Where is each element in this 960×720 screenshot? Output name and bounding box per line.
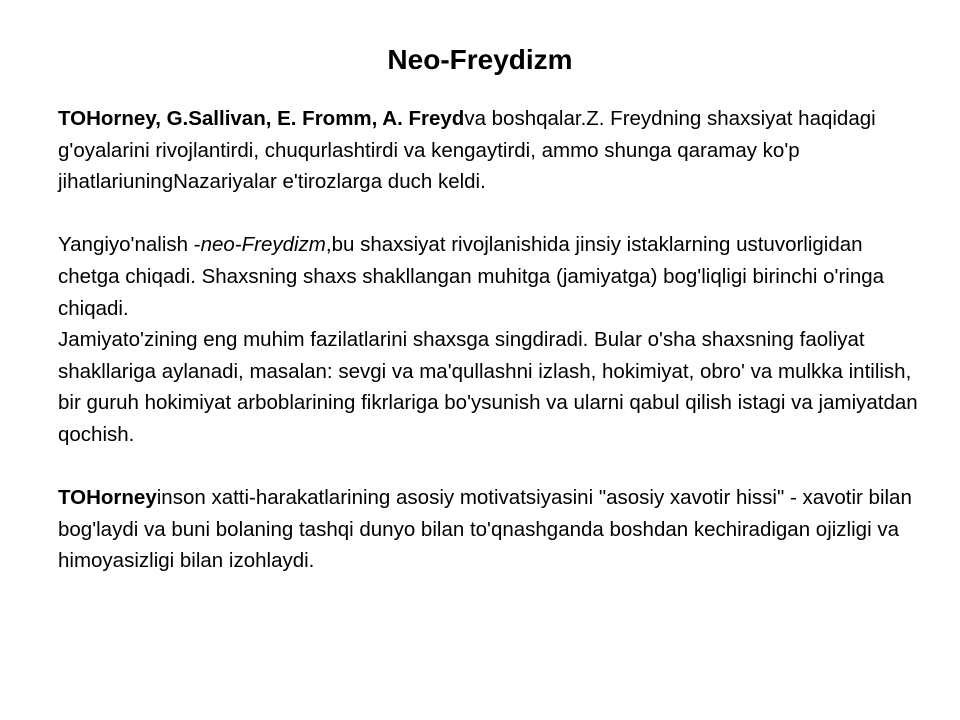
paragraph-spacer — [58, 198, 928, 230]
new-direction-text: ,bu shaxsiyat rivojlanishida jinsiy istaklarning ustuvorligidan chetga chiqadi. Shaxsning shaxs shakllangan muhitga (jamiyatga) bog'liqligi birinchi o'ringa chiqadi. — [58, 233, 885, 320]
new-direction-term: neo-Freydizm — [200, 233, 326, 257]
horney-name: TOHorney — [58, 486, 157, 510]
slide-body — [58, 103, 928, 577]
slide-title: Neo-Freydizm — [387, 44, 573, 75]
horney-text: inson xatti-harakatlarining asosiy motivatsiyasini "asosiy xavotir hissi" - xavotir bilan bog'laydi va buni bolaning tashqi dunyo bilan to'qnashganda boshdan kechiradigan ojizligi va himoyasizligi bilan izohlaydi. — [58, 486, 912, 573]
paragraph-spacer — [58, 451, 928, 483]
paragraph-new-direction — [58, 229, 928, 324]
authors-text: va boshqalar.Z. Freydning shaxsiyat haqidagi g'oyalarini rivojlantirdi, chuqurlashtirdi va kengaytirdi, ammo shunga qaramay ko'p jihatlariuningNazariyalar e'tirozlarga duch keldi. — [58, 107, 876, 194]
paragraph-horney — [58, 482, 928, 577]
paragraph-society: Jamiyato'zining eng muhim fazilatlarini shaxsga singdiradi. Bular o'sha shaxsning faoliyat shakllariga aylanadi, masalan: sevgi va ma'qullashni izlash, hokimiyat, obro' va mulkka intilish, bir guruh hokimiyat arboblarining fikrlariga bo'ysunish va ularni qabul qilish istagi va jamiyatdan qochish. — [58, 328, 918, 446]
authors-names: TOHorney, G.Sallivan, E. Fromm, A. Freyd — [58, 107, 465, 130]
new-direction-lead: Yangiyo'nalish - — [58, 233, 201, 257]
paragraph-authors — [58, 103, 928, 198]
